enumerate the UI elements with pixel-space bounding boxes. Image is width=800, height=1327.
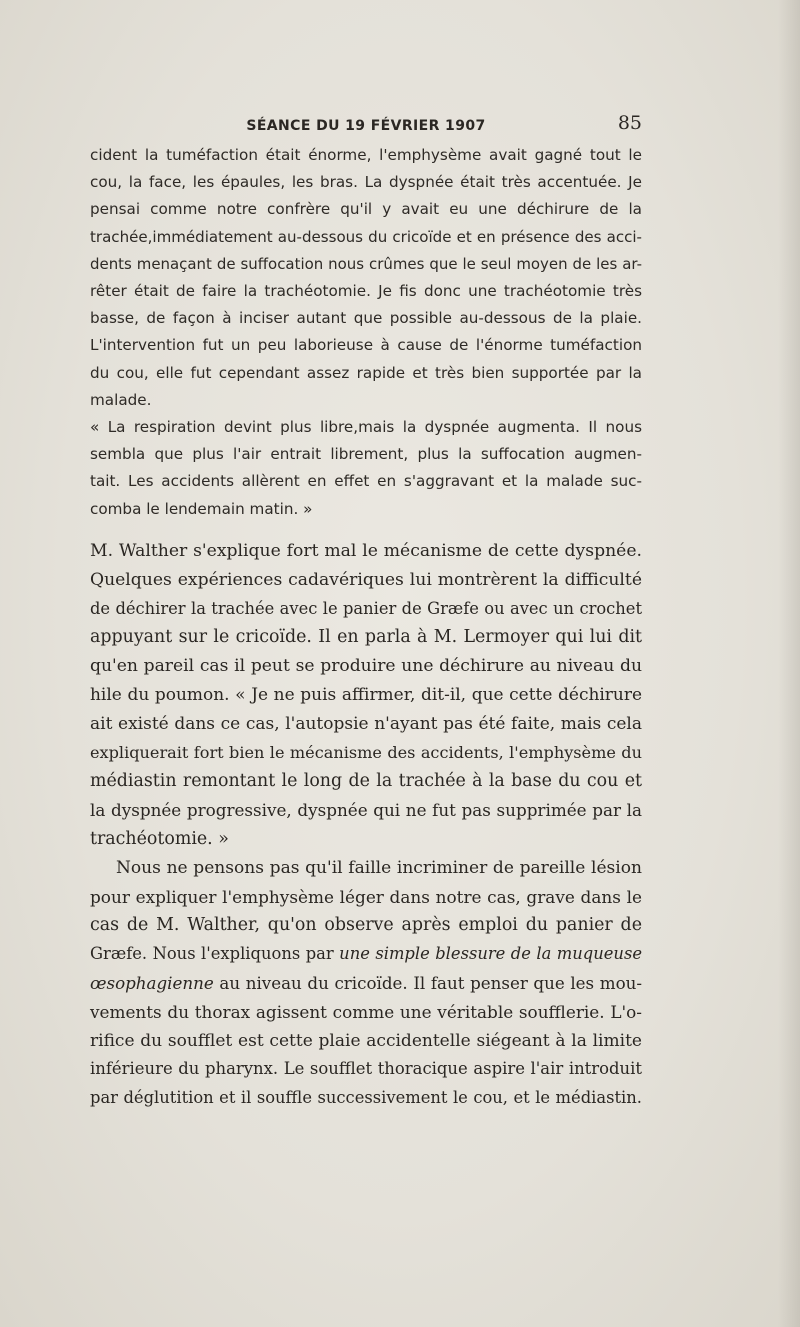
text-line: par déglutition et il souffle successivement le cou, et le médiastin. xyxy=(90,1088,642,1108)
text-line: pour expliquer l'emphysème léger dans notre cas, grave dans le xyxy=(90,886,642,907)
text-line: inférieure du pharynx. Le soufflet thoracique aspire l'air introduit xyxy=(90,1059,642,1079)
text-line: ait existé dans ce cas, l'autopsie n'ayant pas été faite, mais cela xyxy=(90,713,642,734)
body-paragraph-1 xyxy=(90,537,642,854)
text-line: Nous ne pensons pas qu'il faille incriminer de pareille lésion xyxy=(116,857,642,878)
text-line: la dyspnée progressive, dyspnée qui ne fut pas supprimée par la xyxy=(90,800,642,821)
quote-paragraph-2 xyxy=(90,414,642,523)
text-line: qu'en pareil cas il peut se produire une déchirure au niveau du xyxy=(90,656,642,677)
text-line xyxy=(90,969,642,998)
text-line: basse, de façon à inciser autant que possible au-dessous de la plaie. xyxy=(90,309,642,328)
text-line: « La respiration devint plus libre,mais la dyspnée augmenta. Il nous xyxy=(90,418,642,437)
text-line: du cou, elle fut cependant assez rapide et très bien supportée par la xyxy=(90,363,642,382)
text-line: trachéotomie. » xyxy=(90,828,229,849)
text-line: appuyant sur le cricoïde. Il en parla à M. Lermoyer qui lui dit xyxy=(90,627,642,648)
main-text xyxy=(90,537,642,1113)
text-line: cas de M. Walther, qu'on observe après emploi du panier de xyxy=(90,915,642,936)
text-run: Græfe. Nous l'expliquons par xyxy=(90,944,340,964)
quoted-observation xyxy=(90,142,642,523)
text-line: hile du poumon. « Je ne puis affirmer, dit-il, que cette déchirure xyxy=(90,684,642,705)
running-head: SÉANCE DU 19 FÉVRIER 1907 xyxy=(246,118,486,134)
text-line: pensai comme notre confrère qu'il y avait eu une déchirure de la xyxy=(90,200,642,219)
page-edge-shadow xyxy=(778,0,800,1327)
text-line: dents menaçant de suffocation nous crûmes que le seul moyen de les ar- xyxy=(90,254,642,273)
text-line: de déchirer la trachée avec le panier de Græfe ou avec un crochet xyxy=(90,598,642,618)
text-line: malade. xyxy=(90,390,152,409)
text-line: M. Walther s'explique fort mal le mécanisme de cette dyspnée. xyxy=(90,541,642,561)
text-line: médiastin remontant le long de la trachée à la base du cou et xyxy=(90,771,642,792)
quote-paragraph-1 xyxy=(90,142,642,414)
text-line: expliquerait fort bien le mécanisme des accidents, l'emphysème du xyxy=(90,742,642,762)
text-run: au niveau du cricoïde. Il faut penser que les mou- xyxy=(213,972,642,993)
text-line: tait. Les accidents allèrent en effet en s'aggravant et la malade suc- xyxy=(90,472,642,491)
text-line xyxy=(90,940,642,969)
page-number: 85 xyxy=(617,112,642,134)
text-line: rêter était de faire la trachéotomie. Je fis donc une trachéotomie très xyxy=(90,282,642,301)
text-line: Quelques expériences cadavériques lui montrèrent la difficulté xyxy=(90,569,642,590)
text-line: comba le lendemain matin. » xyxy=(90,499,313,518)
italic-phrase: une simple blessure de la muqueuse xyxy=(339,944,642,964)
body-paragraph-2 xyxy=(90,854,642,1113)
text-line: cou, la face, les épaules, les bras. La dyspnée était très accentuée. Je xyxy=(90,173,642,192)
italic-phrase: œsophagienne xyxy=(90,972,214,993)
text-line: rifice du soufflet est cette plaie accidentelle siégeant à la limite xyxy=(90,1030,642,1051)
text-line: L'intervention fut un peu laborieuse à cause de l'énorme tuméfaction xyxy=(90,336,642,355)
text-line: cident la tuméfaction était énorme, l'emphysème avait gagné tout le xyxy=(90,146,642,164)
text-line: trachée,immédiatement au-dessous du cricoïde et en présence des acci- xyxy=(90,227,642,246)
page-header xyxy=(90,112,642,142)
text-line: sembla que plus l'air entrait librement, plus la suffocation augmen- xyxy=(90,445,642,464)
text-line: vements du thorax agissent comme une véritable soufflerie. L'o- xyxy=(90,1001,642,1022)
